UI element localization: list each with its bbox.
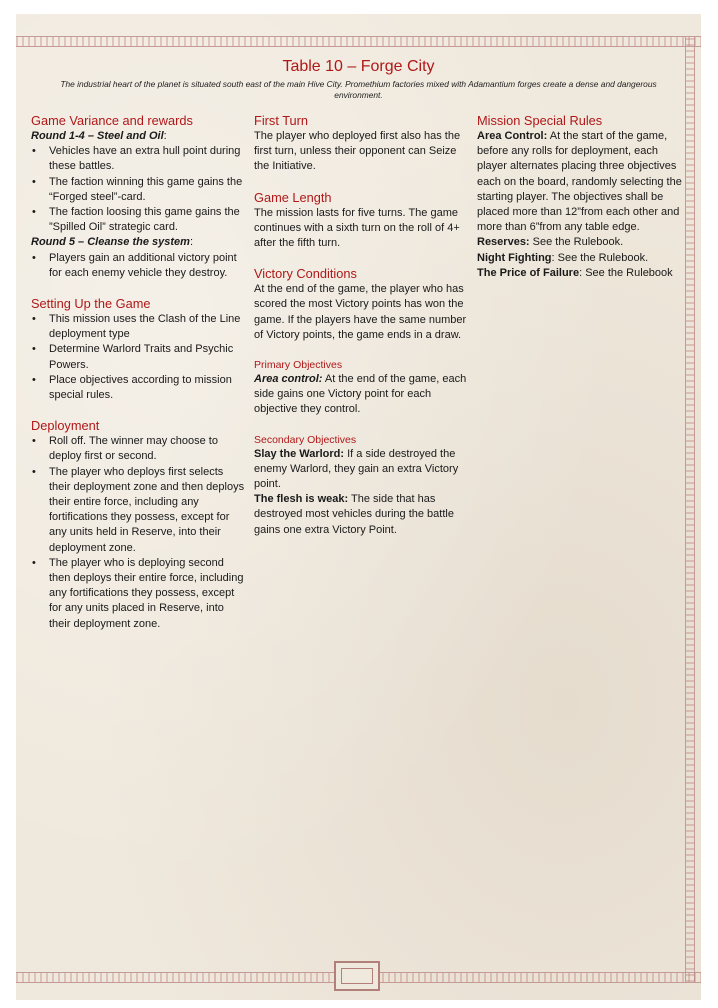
deployment-heading: Deployment bbox=[31, 418, 100, 434]
list-item: • Place objectives according to mission special rules. bbox=[31, 373, 245, 403]
list-item: • Roll off. The winner may choose to deploy first or second. bbox=[31, 434, 245, 464]
first-turn-text: The player who deployed first also has the first turn, unless their opponent can Seize the Initiative. bbox=[254, 130, 461, 173]
area-control-text: Area Control: At the start of the game, before any rolls for deployment, each player alternates placing three objectives each on the board, randomly selecting the starting player. The objectives shall be placed more than 12”from each other and more than 6”from any table edge. bbox=[477, 130, 682, 234]
list-item: • The faction winning this game gains the “Forged steel”-card. bbox=[31, 175, 245, 205]
list-item: • The faction loosing this game gains the ”Spilled Oil” strategic card. bbox=[31, 205, 245, 235]
page-title: Table 10 – Forge City bbox=[282, 58, 435, 75]
column-middle bbox=[254, 113, 470, 538]
setup-heading: Setting Up the Game bbox=[31, 296, 151, 312]
column-right bbox=[477, 113, 687, 281]
price-of-failure-text: The Price of Failure: See the Rulebook bbox=[477, 266, 673, 279]
primary-objectives-text: Area control: At the end of the game, each side gains one Victory point for each objective they control. bbox=[254, 373, 467, 416]
secondary-objectives-heading: Secondary Objectives bbox=[254, 433, 357, 446]
page-subtitle: The industrial heart of the planet is situated south east of the main Hive City. Promethium factories mixed with Adamantium forges create a dense and dangerous environment. bbox=[60, 79, 657, 100]
slay-warlord-text: Slay the Warlord: If a side destroyed the enemy Warlord, they gain an extra Victory point. bbox=[254, 447, 459, 491]
list-item: • Determine Warlord Traits and Psychic Powers. bbox=[31, 342, 245, 372]
round5-list bbox=[31, 251, 245, 281]
deployment-list bbox=[31, 434, 245, 632]
setup-list bbox=[31, 312, 245, 403]
list-item: • Vehicles have an extra hull point during these battles. bbox=[31, 144, 245, 174]
list-item: • The player who deploys first selects their deployment zone and then deploys their entire force, including any fortifications they possess, except for any units held in Reserve, into their deployment zone. bbox=[31, 465, 245, 556]
special-rules-heading: Mission Special Rules bbox=[477, 113, 603, 128]
game-length-text: The mission lasts for five turns. The game continues with a sixth turn on the roll of 4+ after the fifth turn. bbox=[254, 206, 460, 250]
round14-list bbox=[31, 144, 245, 235]
flesh-weak-text: The flesh is weak: The side that has destroyed most vehicles during the battle gains one extra Victory Point. bbox=[254, 493, 454, 536]
decorative-border-top bbox=[16, 36, 701, 47]
round5-label: Round 5 – Cleanse the system: bbox=[31, 236, 194, 249]
victory-heading: Victory Conditions bbox=[254, 266, 357, 282]
column-left bbox=[31, 113, 245, 632]
page bbox=[16, 14, 701, 1000]
list-item: • Players gain an additional victory point for each enemy vehicle they destroy. bbox=[31, 251, 245, 281]
list-item: • This mission uses the Clash of the Line deployment type bbox=[31, 312, 245, 342]
victory-text: At the end of the game, the player who has scored the most Victory points has won the game. If the players have the same number of Victory points, the game ends in a draw. bbox=[254, 283, 467, 341]
game-length-heading: Game Length bbox=[254, 189, 332, 205]
night-fighting-text: Night Fighting: See the Rulebook. bbox=[477, 251, 649, 264]
first-turn-heading: First Turn bbox=[254, 113, 309, 128]
round14-label: Round 1-4 – Steel and Oil: bbox=[31, 130, 167, 142]
reserves-text: Reserves: See the Rulebook. bbox=[477, 236, 624, 249]
variance-heading: Game Variance and rewards bbox=[31, 113, 193, 128]
border-ornament-icon bbox=[334, 961, 380, 991]
primary-objectives-heading: Primary Objectives bbox=[254, 359, 343, 372]
list-item: • The player who is deploying second then deploys their entire force, including any fortifications they possess, except for any units placed in Reserve, into their deployment zone. bbox=[31, 556, 245, 632]
